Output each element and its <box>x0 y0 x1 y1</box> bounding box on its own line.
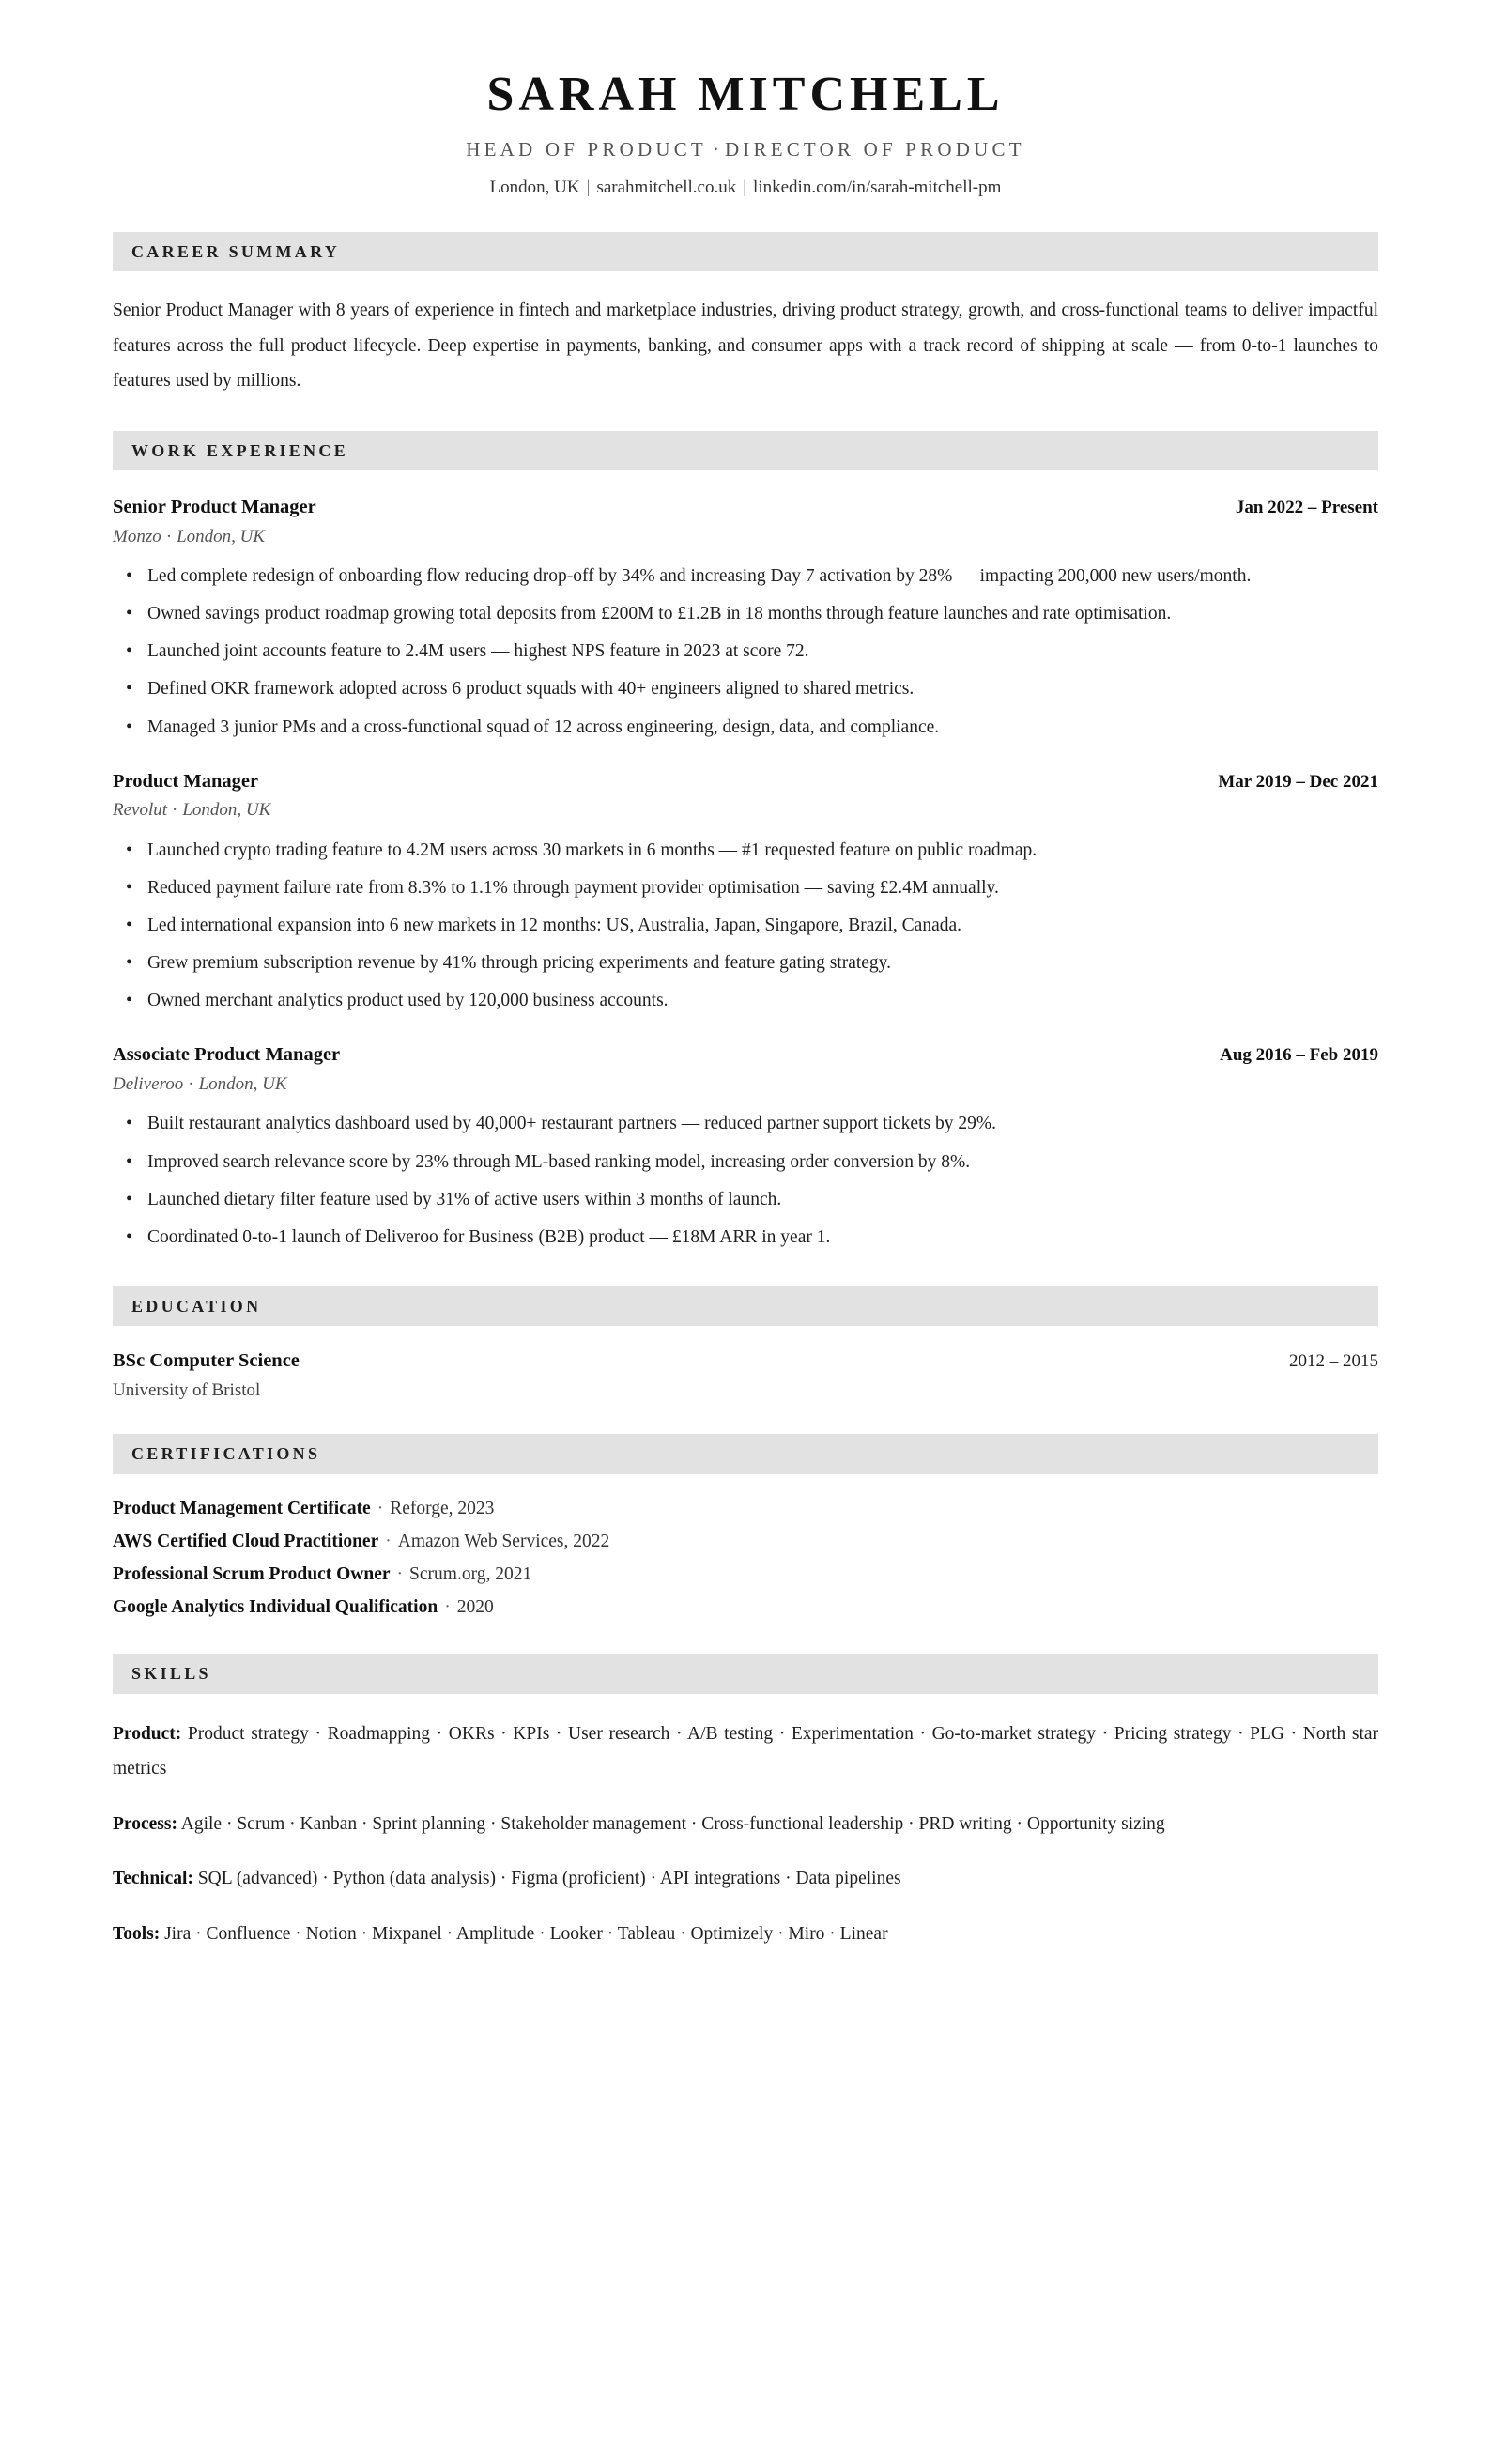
job-location: London, UK <box>182 800 271 821</box>
section-heading-skills: SKILLS <box>113 1654 1378 1693</box>
job-bullet-list <box>113 833 1378 1018</box>
skill-group-items: Agile · Scrum · Kanban · Sprint planning · Stakeholder management · Cross-functional leadership · PRD writing · Opportunity sizing <box>180 1813 1165 1834</box>
certification-separator-dot: · <box>377 1498 384 1518</box>
skill-group-label: Process: <box>113 1813 177 1834</box>
job-bullet: • Reduced payment failure rate from 8.3% to 1.1% through payment provider optimisation — saving £2.4M annually. <box>113 870 1378 905</box>
job-company-location <box>113 798 1378 823</box>
job-bullet: • Launched crypto trading feature to 4.2M users across 30 markets in 6 months — #1 requested feature on public roadmap. <box>113 833 1378 868</box>
job-bullet: • Managed 3 junior PMs and a cross-functional squad of 12 across engineering, design, data, and compliance. <box>113 710 1378 745</box>
section-heading-certifications: CERTIFICATIONS <box>113 1434 1378 1473</box>
experience-header <box>113 1042 1378 1068</box>
experience-header <box>113 769 1378 794</box>
tagline-role-secondary: DIRECTOR OF PRODUCT <box>724 138 1025 162</box>
certification-item <box>113 1495 1378 1523</box>
education-entry <box>113 1348 1378 1402</box>
job-bullet-list <box>113 559 1378 744</box>
job-company: Revolut <box>113 800 168 821</box>
job-bullet: • Coordinated 0-to-1 launch of Deliveroo for Business (B2B) product — £18M ARR in year 1. <box>113 1220 1378 1255</box>
education-dates: 2012 – 2015 <box>1289 1350 1378 1371</box>
certification-name: AWS Certified Cloud Practitioner <box>113 1531 379 1551</box>
certification-issuer: Amazon Web Services, 2022 <box>397 1531 610 1551</box>
certification-name: Professional Scrum Product Owner <box>113 1564 391 1585</box>
contact-separator: | <box>586 177 591 198</box>
resume-header <box>113 0 1378 200</box>
candidate-name: SARAH MITCHELL <box>486 68 1005 121</box>
contact-website[interactable]: sarahmitchell.co.uk <box>596 177 737 198</box>
skill-group-label: Tools: <box>113 1923 161 1944</box>
job-bullet: • Grew premium subscription revenue by 41% through pricing experiments and feature gating strategy. <box>113 946 1378 980</box>
career-summary-text: Senior Product Manager with 8 years of experience in fintech and marketplace industries, driving product strategy, growth, and cross-functional teams to deliver impactful features across the full product lifecycle. Deep expertise in payments, banking, and consumer apps with a track record of shipping at scale — from 0-to-1 launches to features used by millions. <box>113 300 1378 392</box>
job-company: Monzo <box>113 526 161 547</box>
certification-issuer: Reforge, 2023 <box>390 1498 495 1518</box>
job-bullet: • Owned merchant analytics product used by 120,000 business accounts. <box>113 983 1378 1018</box>
job-company-location <box>113 1072 1378 1097</box>
contact-location: London, UK <box>489 177 580 198</box>
skill-group <box>113 1807 1378 1841</box>
skill-group <box>113 1917 1378 1951</box>
job-bullet: • Improved search relevance score by 23% through ML-based ranking model, increasing order conversion by 8%. <box>113 1145 1378 1179</box>
job-bullet: • Launched dietary filter feature used by 31% of active users within 3 months of launch. <box>113 1182 1378 1217</box>
job-meta-separator-dot: · <box>188 1073 194 1094</box>
contact-linkedin[interactable]: linkedin.com/in/sarah-mitchell-pm <box>753 177 1002 198</box>
certification-issuer: Scrum.org, 2021 <box>409 1564 532 1585</box>
education-degree: BSc Computer Science <box>113 1349 300 1371</box>
experience-entry <box>113 1042 1378 1255</box>
experience-entry <box>113 495 1378 745</box>
education-school: University of Bristol <box>113 1379 261 1400</box>
job-title: Senior Product Manager <box>113 497 316 518</box>
skill-group-items: Product strategy · Roadmapping · OKRs · KPIs · User research · A/B testing · Experimentation · Go-to-market strategy · Pricing strategy · PLG · North star metrics <box>113 1723 1379 1779</box>
skill-group-label: Product: <box>113 1723 182 1744</box>
tagline-separator-dot: · <box>712 138 719 162</box>
skills-list <box>113 1717 1378 1951</box>
job-title: Product Manager <box>113 770 259 792</box>
skill-group <box>113 1717 1378 1787</box>
job-company-location <box>113 525 1378 549</box>
job-location: London, UK <box>177 526 266 547</box>
job-bullet-list <box>113 1106 1378 1254</box>
section-heading-education: EDUCATION <box>113 1286 1378 1326</box>
job-bullet: • Defined OKR framework adopted across 6 product squads with 40+ engineers aligned to shared metrics. <box>113 671 1378 706</box>
certification-item <box>113 1594 1378 1622</box>
job-company: Deliveroo <box>113 1073 184 1094</box>
job-meta-separator-dot: · <box>172 800 178 821</box>
certification-separator-dot: · <box>385 1531 392 1551</box>
skill-group <box>113 1861 1378 1896</box>
certification-separator-dot: · <box>396 1564 404 1585</box>
job-dates: Jan 2022 – Present <box>1235 498 1378 518</box>
certification-issuer: 2020 <box>456 1597 494 1618</box>
section-heading-work-experience: WORK EXPERIENCE <box>113 431 1378 470</box>
contact-line <box>113 177 1378 200</box>
job-meta-separator-dot: · <box>165 526 173 547</box>
certification-separator-dot: · <box>444 1597 451 1618</box>
job-dates: Aug 2016 – Feb 2019 <box>1220 1045 1378 1066</box>
certification-name: Google Analytics Individual Qualification <box>113 1597 438 1618</box>
skill-group-items: Jira · Confluence · Notion · Mixpanel · Amplitude · Looker · Tableau · Optimizely · Miro · Linear <box>164 1923 888 1944</box>
job-bullet: • Launched joint accounts feature to 2.4M users — highest NPS feature in 2023 at score 72. <box>113 634 1378 669</box>
tagline-role-primary: HEAD OF PRODUCT <box>466 138 707 162</box>
certification-name: Product Management Certificate <box>113 1498 371 1518</box>
job-location: London, UK <box>198 1073 287 1094</box>
certification-list <box>113 1495 1378 1623</box>
job-bullet: • Owned savings product roadmap growing total deposits from £200M to £1.2B in 18 months through feature launches and rate optimisation. <box>113 596 1378 631</box>
experience-entry <box>113 769 1378 1019</box>
job-dates: Mar 2019 – Dec 2021 <box>1218 771 1378 792</box>
skill-group-label: Technical: <box>113 1869 193 1889</box>
job-bullet: • Built restaurant analytics dashboard used by 40,000+ restaurant partners — reduced partner support tickets by 29%. <box>113 1106 1378 1141</box>
job-title: Associate Product Manager <box>113 1044 341 1066</box>
contact-separator: | <box>743 177 747 198</box>
experience-header <box>113 495 1378 520</box>
section-heading-career-summary: CAREER SUMMARY <box>113 232 1378 271</box>
certification-item <box>113 1528 1378 1556</box>
candidate-tagline <box>113 138 1378 162</box>
education-header <box>113 1348 1378 1374</box>
certification-item <box>113 1561 1378 1589</box>
job-bullet: • Led international expansion into 6 new markets in 12 months: US, Australia, Japan, Singapore, Brazil, Canada. <box>113 908 1378 943</box>
job-bullet: • Led complete redesign of onboarding flow reducing drop-off by 34% and increasing Day 7 activation by 28% — impacting 200,000 new users/month. <box>113 559 1378 593</box>
skill-group-items: SQL (advanced) · Python (data analysis) · Figma (proficient) · API integrations · Data pipelines <box>197 1869 901 1889</box>
